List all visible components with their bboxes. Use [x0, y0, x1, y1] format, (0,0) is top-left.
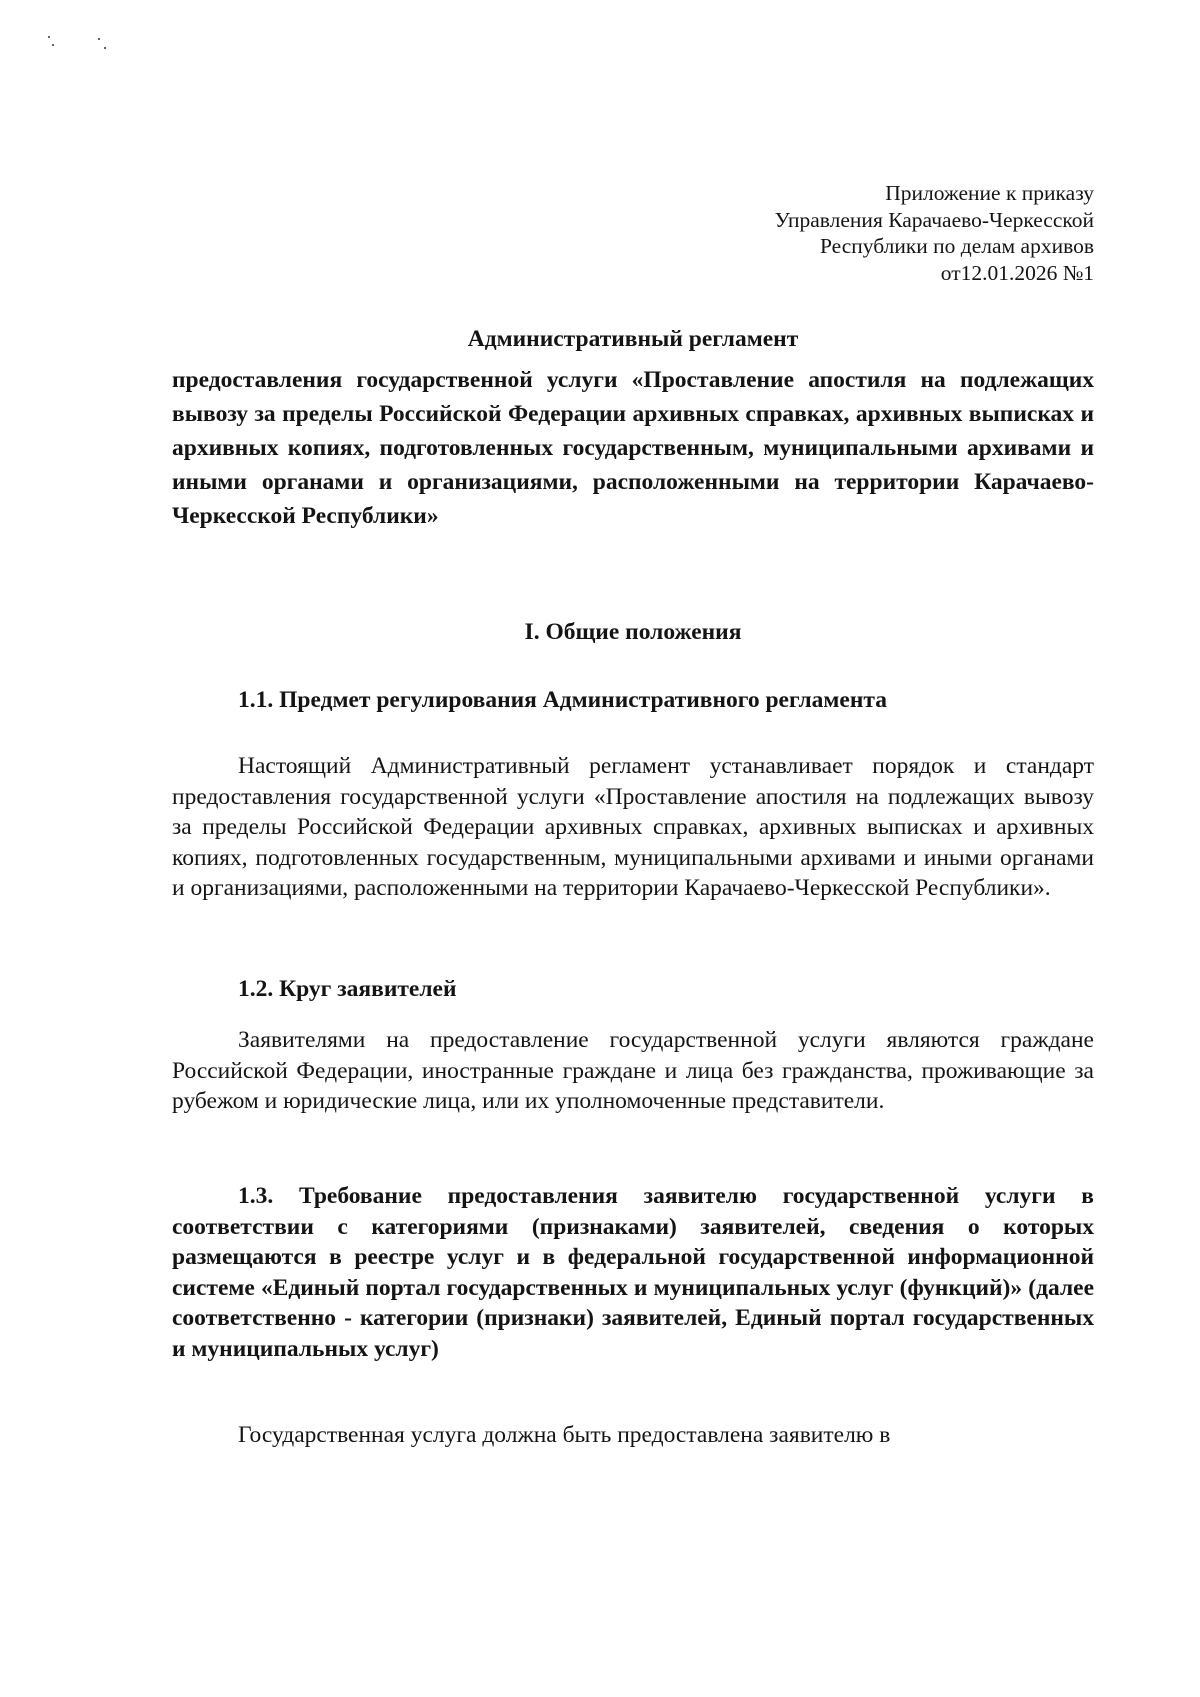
scan-speck — [52, 44, 54, 46]
approval-header — [574, 180, 1094, 286]
paragraph-1-3: Государственная услуга должна быть предоставлена заявителю в — [238, 1422, 891, 1448]
scan-speck — [104, 47, 106, 49]
subsection-heading-1-3: 1.3. Требование предоставления заявителю государственной услуги в соответствии с категориями (признаками) заявителей, сведения о которых размещаются в реестре услуг и в федеральной государственной информационной системе «Единый портал государственных и муниципальных услуг (функций)» (далее соответственно - категории (признаки) заявителей, Единый портал государственных и муниципальных услуг) — [172, 1183, 1094, 1362]
scan-speck — [98, 38, 100, 40]
subsection-heading-1-1: 1.1. Предмет регулирования Административного регламента — [238, 687, 887, 713]
paragraph-1-2: Заявителями на предоставление государственной услуги являются граждане Российской Федерации, иностранные граждане и лица без гражданства, проживающие за рубежом и юридические лица, или их уполномоченные представители. — [172, 1027, 1094, 1114]
header-line-4: от12.01.2026 №1 — [940, 260, 1094, 285]
scan-speck — [48, 36, 50, 38]
header-line-1: Приложение к приказу — [885, 181, 1094, 205]
document-title: Административный регламент — [467, 326, 799, 352]
section-heading-general: I. Общие положения — [524, 619, 742, 645]
subsection-heading-1-2: 1.2. Круг заявителей — [238, 976, 457, 1002]
header-line-3: Республики по делам архивов — [819, 234, 1094, 258]
paragraph-1-1: Настоящий Административный регламент устанавливает порядок и стандарт предоставления государственной услуги «Проставление апостиля на подлежащих вывозу за пределы Российской Федерации архивных справках, архивных выписках и архивных копиях, подготовленных государственным, муниципальными архивами и иными органами и организациями, расположенными на территории Карачаево-Черкесской Республики». — [172, 753, 1094, 901]
header-line-2: Управления Карачаево-Черкесской — [774, 207, 1094, 232]
document-subtitle: предоставления государственной услуги «Проставление апостиля на подлежащих вывозу за пределы Российской Федерации архивных справках, архивных выписках и архивных копиях, подготовленных государственным, муниципальными архивами и иными органами и организациями, расположенными на территории Карачаево-Черкесской Республики» — [172, 367, 1094, 529]
